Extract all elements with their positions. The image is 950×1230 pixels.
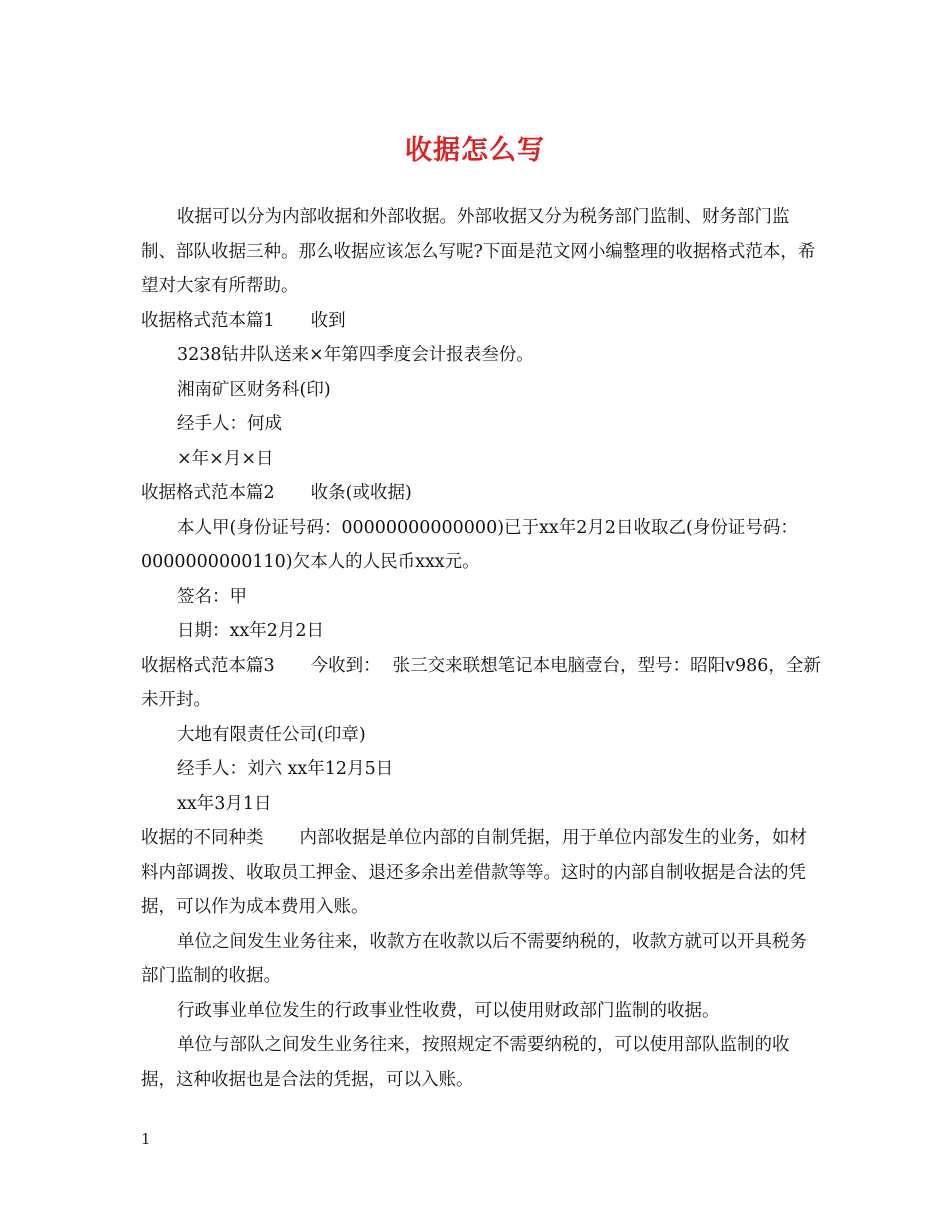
section-1-line-2: 湘南矿区财务科(印) — [177, 379, 331, 400]
section-4-line-3: 单位与部队之间发生业务往来，按照规定不需要纳税的，可以使用部队监制的收据，这种收据也是合法的凭据，可以入账。 — [141, 1035, 790, 1090]
document-title: 收据怎么写 — [405, 135, 545, 166]
section-4-title: 收据的不同种类 — [141, 828, 264, 848]
page-number: 1 — [141, 1130, 151, 1148]
section-1-line-4: ×年×月×日 — [177, 448, 274, 469]
section-1-title: 收据格式范本篇1 — [141, 310, 275, 331]
section-4-line-1: 单位之间发生业务往来，收款方在收款以后不需要纳税的，收款方就可以开具税务部门监制的收据。 — [141, 931, 807, 986]
section-2-line-2: 签名：甲 — [177, 586, 247, 607]
section-1-label: 收到 — [310, 310, 346, 331]
section-1-line-1: 3238钻井队送来×年第四季度会计报表叁份。 — [177, 345, 534, 365]
section-3-title: 收据格式范本篇3 — [141, 655, 275, 676]
section-3-line-3: xx年3月1日 — [177, 793, 272, 814]
section-3-heading — [141, 649, 821, 718]
section-1-heading — [141, 304, 821, 339]
section-3-line-1: 大地有限责任公司(印章) — [177, 724, 366, 745]
section-4-line-2: 行政事业单位发生的行政事业性收费，可以使用财政部门监制的收据。 — [177, 1000, 720, 1021]
section-1-line-3: 经手人：何成 — [177, 414, 282, 434]
section-2-line-1: 本人甲(身份证号码：00000000000000)已于xx年2月2日收取乙(身份证号码：0000000000110)欠本人的人民币xxx元。 — [141, 517, 798, 572]
section-2-heading — [141, 476, 821, 511]
section-4-text: 内部收据是单位内部的自制凭据，用于单位内部发生的业务，如材料内部调拨、收取员工押金、退还多余出差借款等等。这时的内部自制收据是合法的凭据，可以作为成本费用入账。 — [141, 828, 807, 917]
section-2-title: 收据格式范本篇2 — [141, 483, 275, 503]
section-3-label: 今收到： — [310, 655, 381, 676]
intro-paragraph: 收据可以分为内部收据和外部收据。外部收据又分为税务部门监制、财务部门监制、部队收据三种。那么收据应该怎么写呢?下面是范文网小编整理的收据格式范本，希望对大家有所帮助。 — [141, 207, 816, 296]
document-body — [141, 200, 821, 1097]
section-3-text: 张三交来联想笔记本电脑壹台，型号：昭阳v986，全新未开封。 — [141, 655, 821, 710]
section-4-heading — [141, 821, 821, 925]
section-2-line-3: 日期：xx年2月2日 — [177, 621, 325, 641]
section-3-line-2: 经手人：刘六 xx年12月5日 — [177, 759, 394, 779]
section-2-label: 收条(或收据) — [310, 483, 412, 503]
